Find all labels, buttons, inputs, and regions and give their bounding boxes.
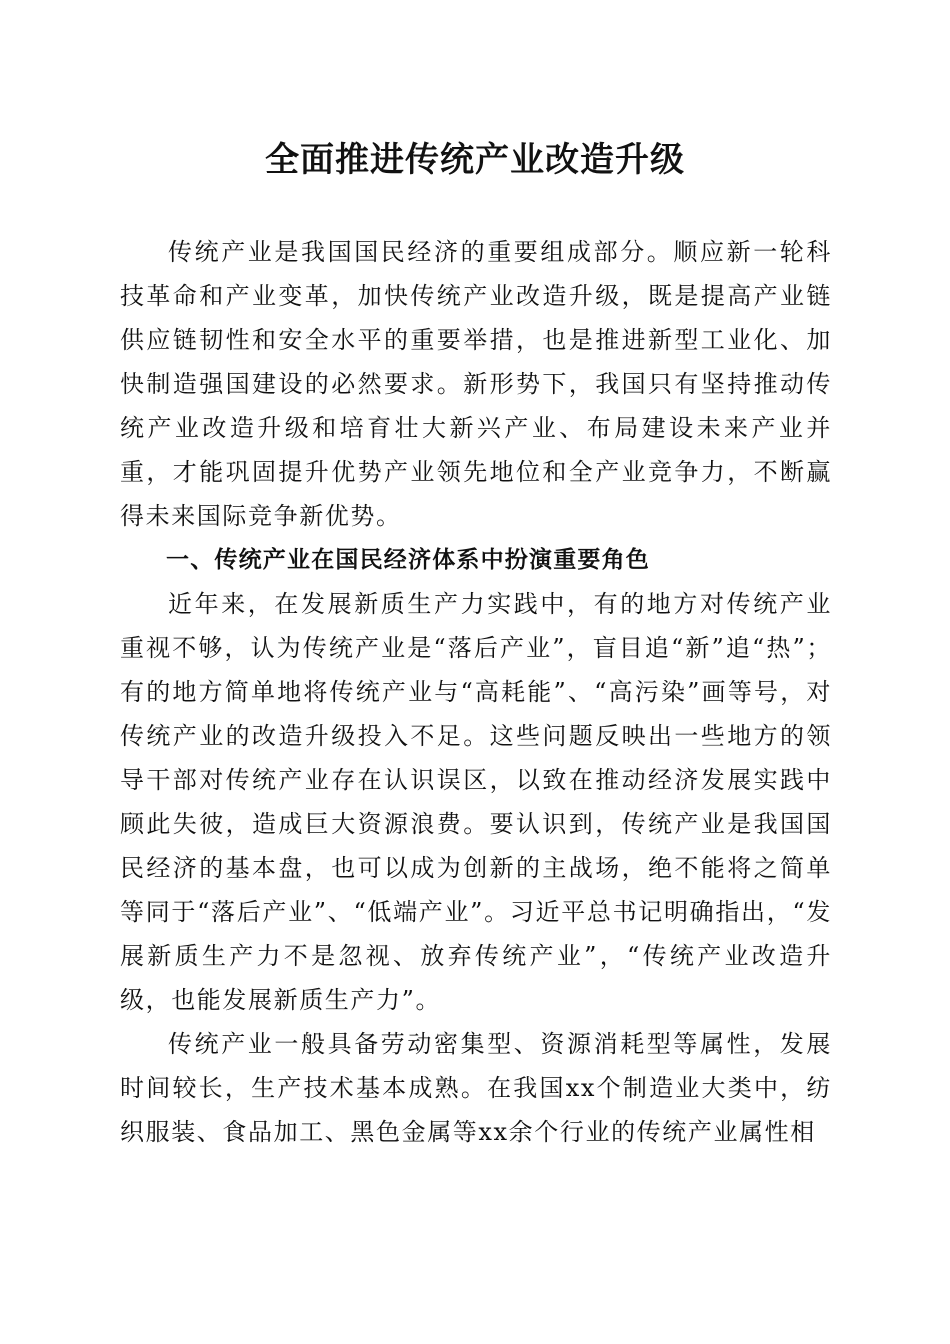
section1-paragraph-2: 传统产业一般具备劳动密集型、资源消耗型等属性，发展时间较长，生产技术基本成熟。在我国xx个制造业大类中，纺织服装、食品加工、黑色金属等xx余个行业的传统产业属性相 [120,1030,832,1146]
document-body [120,230,832,1154]
intro-paragraph: 传统产业是我国国民经济的重要组成部分。顺应新一轮科技革命和产业变革，加快传统产业改造升级，既是提高产业链供应链韧性和安全水平的重要举措，也是推进新型工业化、加快制造强国建设的必然要求。新形势下，我国只有坚持推动传统产业改造升级和培育壮大新兴产业、布局建设未来产业并重，才能巩固提升优势产业领先地位和全产业竞争力，不断赢得未来国际竞争新优势。 [120,238,832,530]
section1-paragraph-1: 近年来，在发展新质生产力实践中，有的地方对传统产业重视不够，认为传统产业是“落后产业”，盲目追“新”追“热”；有的地方简单地将传统产业与“高耗能”、“高污染”画等号，对传统产业的改造升级投入不足。这些问题反映出一些地方的领导干部对传统产业存在认识误区，以致在推动经济发展实践中顾此失彼，造成巨大资源浪费。要认识到，传统产业是我国国民经济的基本盘，也可以成为创新的主战场，绝不能将之简单等同于“落后产业”、“低端产业”。习近平总书记明确指出，“发展新质生产力不是忽视、放弃传统产业”，“传统产业改造升级，也能发展新质生产力”。 [120,590,832,1014]
document-title: 全面推进传统产业改造升级 [265,140,685,180]
section-heading-1: 一、传统产业在国民经济体系中扮演重要角色 [166,547,650,573]
